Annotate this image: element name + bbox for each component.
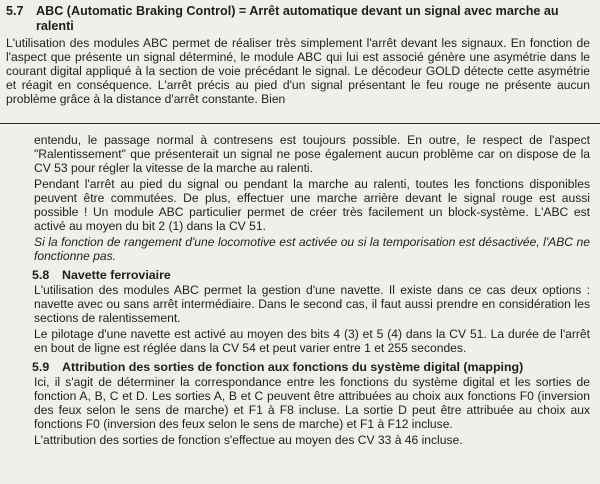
section-title: ABC (Automatic Braking Control) = Arrêt automatique devant un signal avec marche au ralenti [36,4,559,33]
paragraph-mapping-cv: L'attribution des sorties de fonction s'effectue au moyen des CV 33 à 46 incluse. [34,433,463,447]
section-heading-5-9 [32,360,590,375]
section-title: Navette ferroviaire [62,268,171,282]
section-5-7-top [6,4,590,106]
section-heading-5-7 [6,4,590,34]
section-heading-5-8 [32,268,590,283]
paragraph-abc-intro: L'utilisation des modules ABC permet de réaliser très simplement l'arrêt devant les signaux. En fonction de l'aspect que présente un signal déterminé, le module ABC qui lui est associé génère une asymétrie dans le courant digital appliqué à la section de voie précédant le signal. Le décodeur GOLD détecte cette asymétrie et réagit en conséquence. L'arrêt précis au pied d'un signal présentant le feu rouge ne présente aucun problème grâce à la distance d'arrêt constante. Bien [6,36,590,106]
page-divider [0,123,600,124]
paragraph-abc-note: Si la fonction de rangement d'une locomotive est activée ou si la temporisation est désactivée, l'ABC ne fonctionne pas. [34,235,590,263]
paragraph-navette-intro: L'utilisation des modules ABC permet la gestion d'une navette. Il existe dans ce cas deux options : navette avec ou sans arrêt intermédiaire. Dans le second cas, il faut aussi prendre en considération les sections de ralentissement. [34,283,590,325]
paragraph-abc-continuation: entendu, le passage normal à contresens est toujours possible. En outre, le respect de l'aspect "Ralentissement" que présenterait un signal ne pose également aucun problème car on dispose de la CV 53 pour régler la vitesse de la marche au ralenti. [34,133,590,175]
paragraph-mapping-intro: Ici, il s'agit de déterminer la correspondance entre les fonctions du système digital et les sorties de fonction A, B, C et D. Les sorties A, B et C peuvent être attribuées au choix aux fonctions F0 (inversion des feux selon le sens de marche) et F1 à F8 incluse. La sortie D peut être attribuée au choix aux fonctions F0 (inversion des feux selon le sens de marche) et F1 à F12 incluse. [34,375,590,431]
section-number: 5.8 [32,268,50,282]
document-body [34,133,590,449]
paragraph-navette-cv: Le pilotage d'une navette est activé au moyen des bits 4 (3) et 5 (4) dans la CV 51. La durée de l'arrêt en bout de ligne est réglée dans la CV 54 et peut varier entre 1 et 255 secondes. [34,327,590,355]
section-number: 5.7 [6,4,24,18]
paragraph-abc-functions: Pendant l'arrêt au pied du signal ou pendant la marche au ralenti, toutes les fonctions disponibles peuvent être commutées. De plus, effectuer une marche arrière devant le signal rouge est aussi possible ! Un module ABC particulier permet de créer très facilement un block-système. L'ABC est activé au moyen du bit 2 (1) dans la CV 51. [34,177,590,233]
section-number: 5.9 [32,360,50,374]
section-title: Attribution des sorties de fonction aux fonctions du système digital (mapping) [62,360,524,374]
